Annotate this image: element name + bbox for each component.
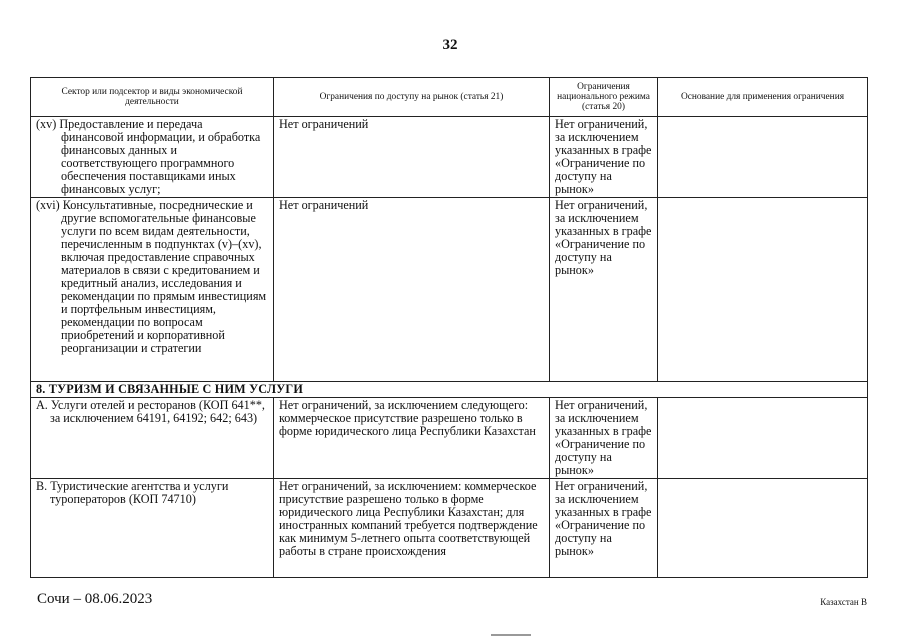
footer-country-code: Казахстан В [820,597,867,607]
header-market-access: Ограничения по доступу на рынок (статья 21) [274,78,550,117]
section-heading-row [31,382,868,398]
basis-cell [658,117,868,198]
table-row [31,479,868,578]
national-treatment-cell: Нет ограничений, за исключением указанных в графе «Ограничение по доступу на рынок» [550,479,658,578]
sector-cell: (xv) Предоставление и передача финансовой информации, и обработка финансовых данных и соответствующего программного обеспечения поставщиками иных финансовых услуг; [31,117,274,198]
market-access-cell: Нет ограничений [274,117,550,198]
market-access-cell: Нет ограничений, за исключением: коммерческое присутствие разрешено только в форме юридического лица Республики Казахстан; для иностранных компаний требуется подтверждение как минимум 5-летнего опыта соответствующей работы в стране происхождения [274,479,550,578]
national-treatment-cell: Нет ограничений, за исключением указанных в графе «Ограничение по доступу на рынок» [550,117,658,198]
section-heading: 8. ТУРИЗМ И СВЯЗАННЫЕ С НИМ УСЛУГИ [31,382,868,398]
basis-cell [658,198,868,382]
national-treatment-cell: Нет ограничений, за исключением указанных в графе «Ограничение по доступу на рынок» [550,198,658,382]
bottom-edge-mark [491,634,531,636]
commitments-table [30,77,868,578]
footer-date-location: Сочи – 08.06.2023 [37,591,153,607]
table-row [31,398,868,479]
basis-cell [658,398,868,479]
market-access-cell: Нет ограничений, за исключением следующего: коммерческое присутствие разрешено только в форме юридического лица Республики Казахстан [274,398,550,479]
table-row [31,117,868,198]
market-access-cell: Нет ограничений [274,198,550,382]
table-header-row [31,78,868,117]
page-number: 32 [442,37,458,53]
table-row [31,198,868,382]
sector-cell: А. Услуги отелей и ресторанов (КОП 641**, за исключением 64191, 64192; 642; 643) [31,398,274,479]
sector-cell: В. Туристические агентства и услуги туроператоров (КОП 74710) [31,479,274,578]
header-national-treatment: Ограничения национального режима (статья 20) [550,78,658,117]
national-treatment-cell: Нет ограничений, за исключением указанных в графе «Ограничение по доступу на рынок» [550,398,658,479]
header-sector: Сектор или подсектор и виды экономической деятельности [31,78,274,117]
sector-cell: (xvi) Консультативные, посреднические и другие вспомогательные финансовые услуги по всем видам деятельности, перечисленным в подпунктах (v)–(xv), включая предоставление справочных материалов в связи с кредитованием и кредитный анализ, исследования и рекомендации по прямым инвестициям и портфельным инвестициям, рекомендации по вопросам приобретений и корпоративной реорганизации и стратегии [31,198,274,382]
header-basis: Основание для применения ограничения [658,78,868,117]
basis-cell [658,479,868,578]
